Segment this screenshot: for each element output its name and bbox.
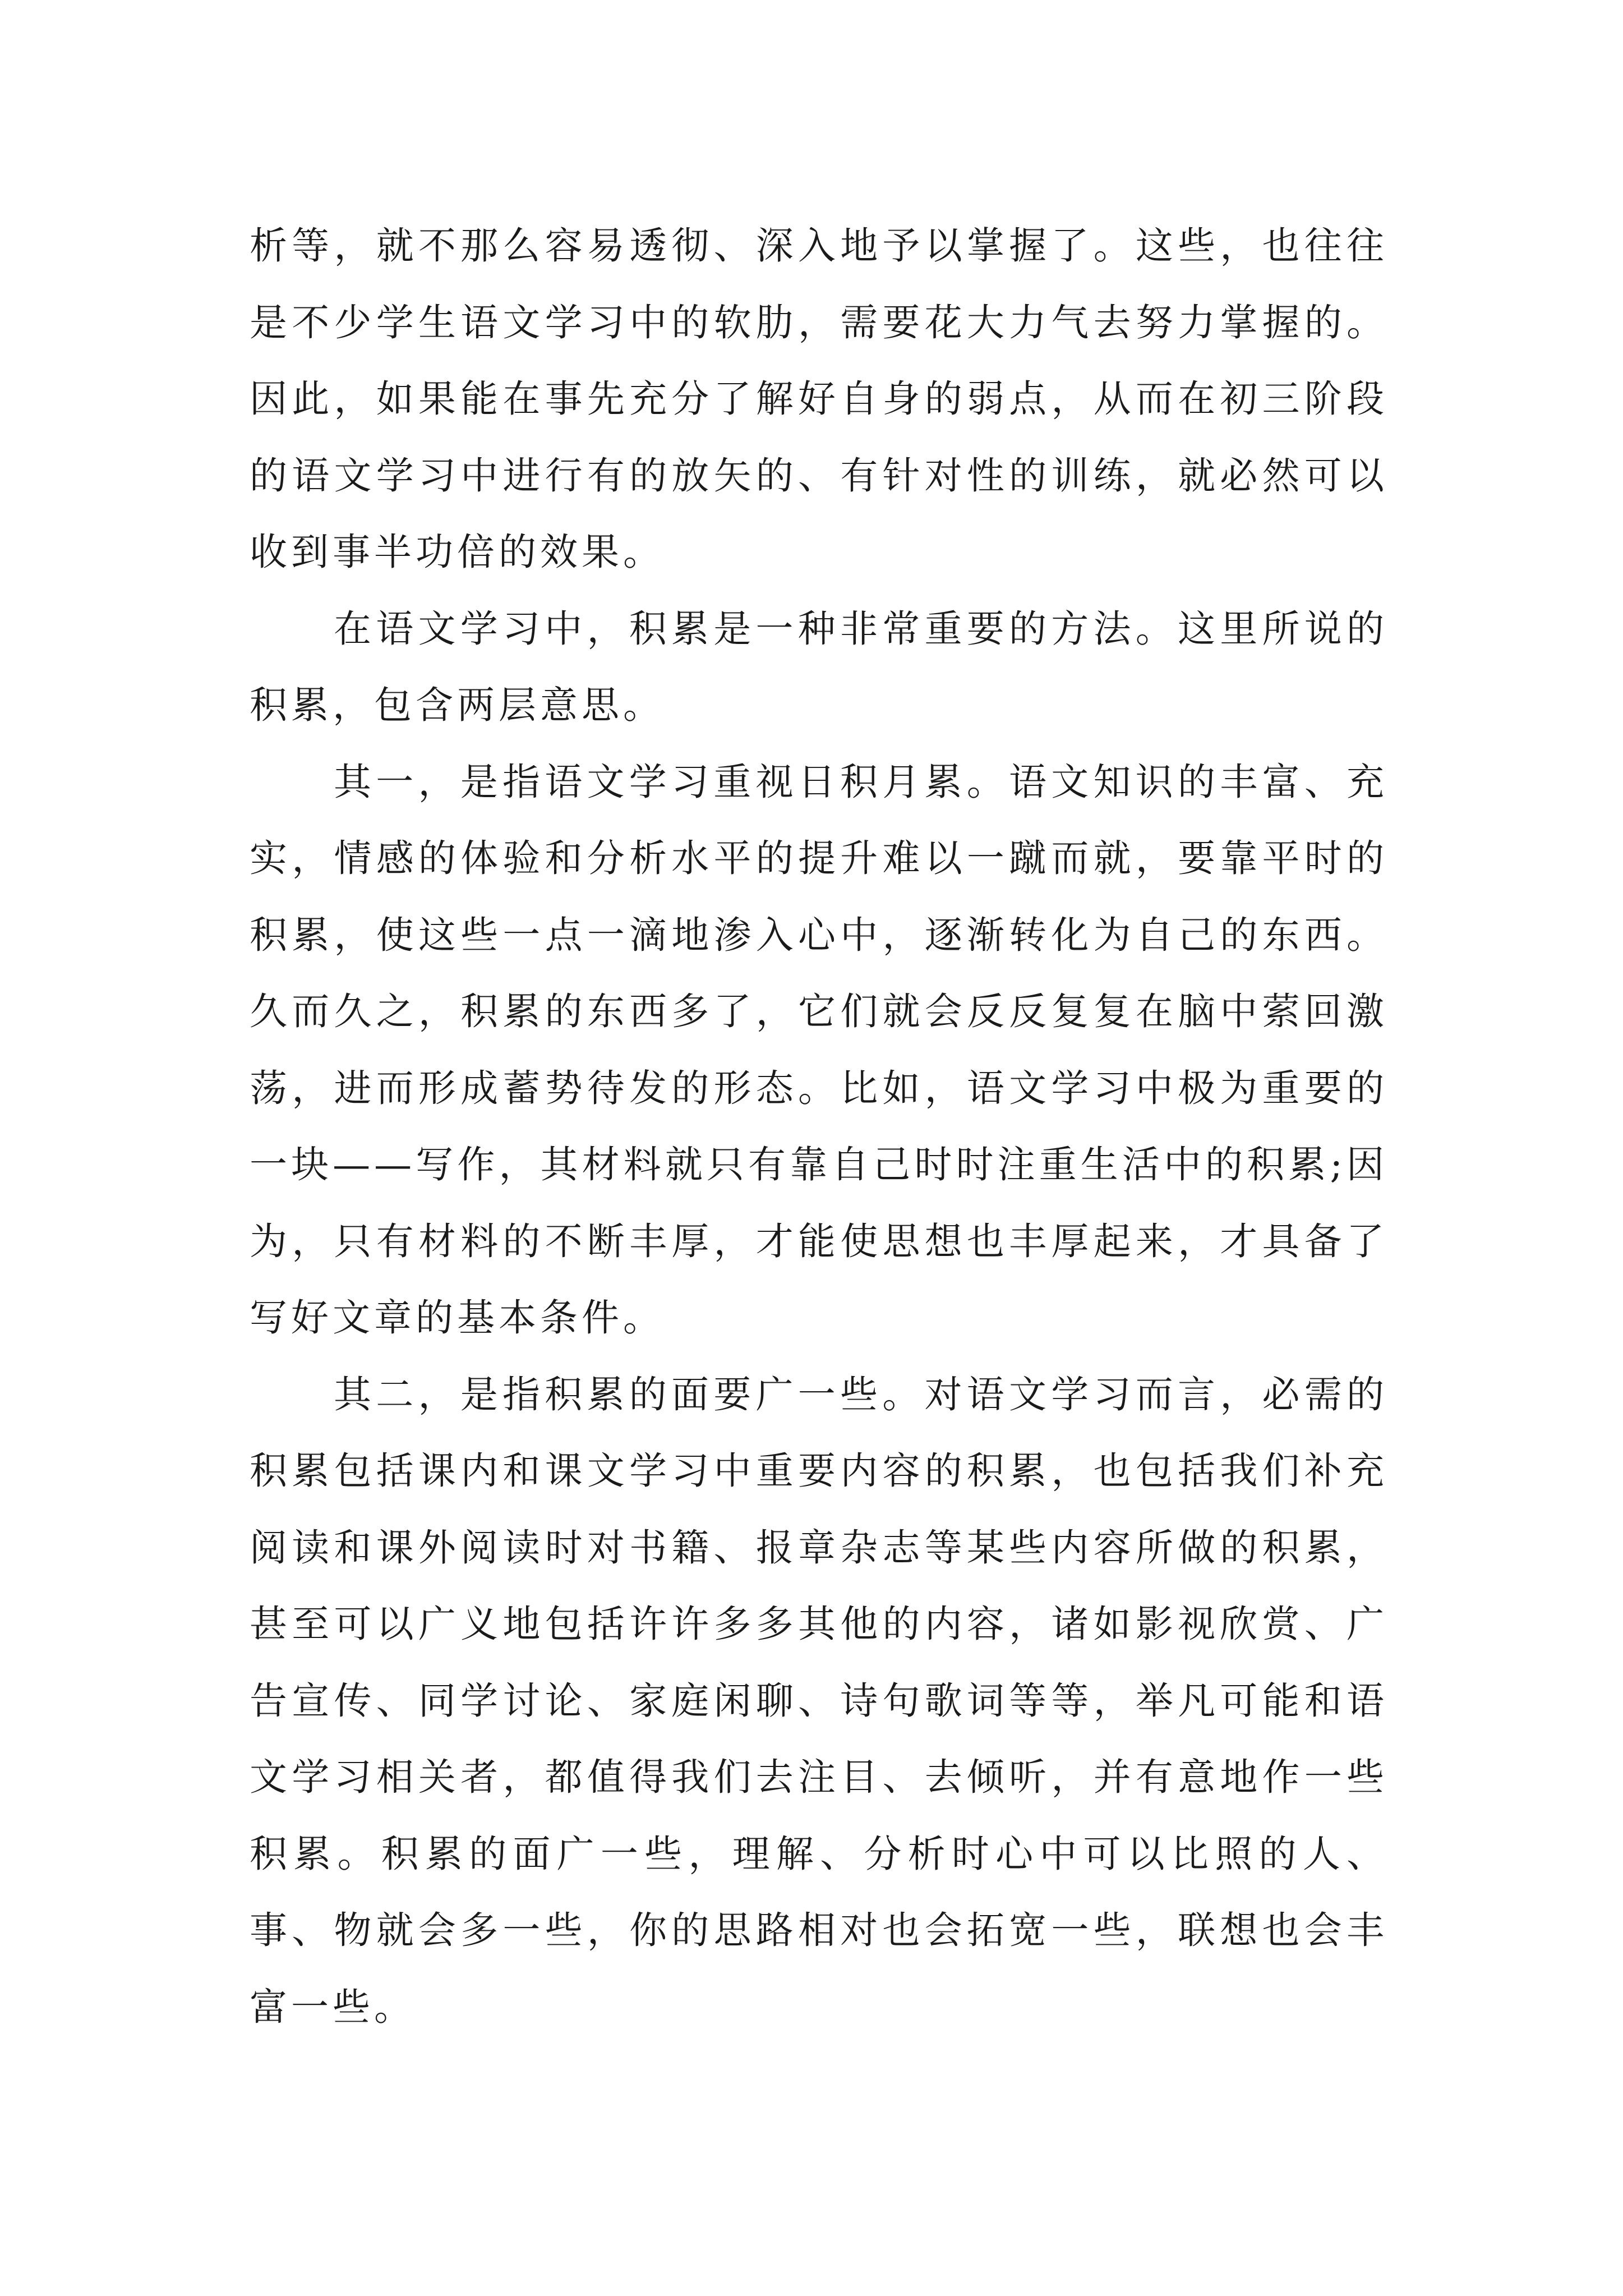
paragraph-accumulation-intro: 在语文学习中，积累是一种非常重要的方法。这里所说的积累，包含两层意思。 — [250, 606, 1388, 727]
document-page — [250, 208, 1388, 2045]
paragraph-point-two: 其二，是指积累的面要广一些。对语文学习而言，必需的积累包括课内和课文学习中重要内容的积累，也包括我们补充阅读和课外阅读时对书籍、报章杂志等某些内容所做的积累，甚至可以广义地包括许许多多其他的内容，诸如影视欣赏、广告宣传、同学讨论、家庭闲聊、诗句歌词等等，举凡可能和语文学习相关者，都值得我们去注目、去倾听，并有意地作一些积累。积累的面广一些，理解、分析时心中可以比照的人、事、物就会多一些，你的思路相对也会拓宽一些，联想也会丰富一些。 — [250, 1372, 1388, 2029]
paragraph-point-one: 其一，是指语文学习重视日积月累。语文知识的丰富、充实，情感的体验和分析水平的提升难以一蹴而就，要靠平时的积累，使这些一点一滴地渗入心中，逐渐转化为自己的东西。久而久之，积累的东西多了，它们就会反反复复在脑中萦回激荡，进而形成蓄势待发的形态。比如，语文学习中极为重要的一块——写作，其材料就只有靠自己时时注重生活中的积累;因为，只有材料的不断丰厚，才能使思想也丰厚起来，才具备了写好文章的基本条件。 — [250, 760, 1388, 1340]
paragraph-continuation: 析等，就不那么容易透彻、深入地予以掌握了。这些，也往往是不少学生语文学习中的软肋，需要花大力气去努力掌握的。因此，如果能在事先充分了解好自身的弱点，从而在初三阶段的语文学习中进行有的放矢的、有针对性的训练，就必然可以收到事半功倍的效果。 — [250, 224, 1388, 574]
